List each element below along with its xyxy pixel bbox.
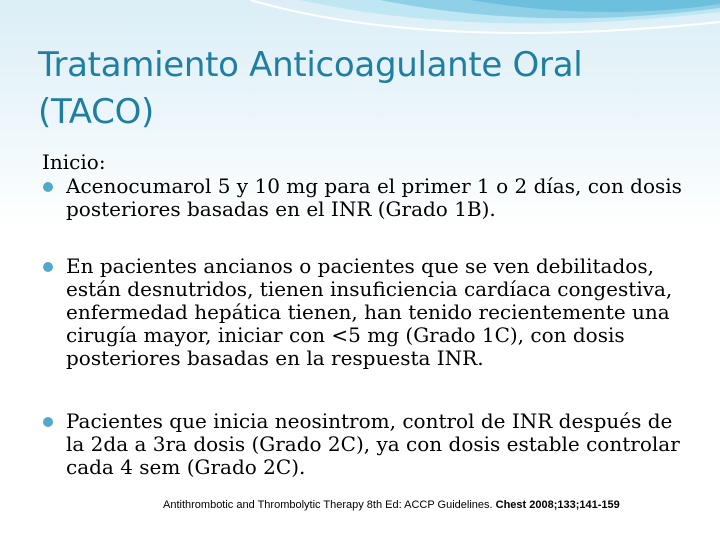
- citation-journal: Chest 2008;133;141-159: [495, 499, 620, 511]
- bullet-dot-icon: [43, 262, 53, 272]
- bullet-item: [42, 255, 692, 370]
- title-line-2: (TACO): [38, 92, 155, 132]
- bullet-text: En pacientes ancianos o pacientes que se ven debilitados, están desnutridos, tienen insuficiencia cardíaca congestiva, enfermedad hepática tienen, han tenido recientemente una cirugía mayor, iniciar con <5 mg (Grado 1C), con dosis posteriores basadas en la respuesta INR.: [66, 254, 673, 370]
- bullet-dot-icon: [43, 417, 53, 427]
- bullet-item: [42, 410, 692, 479]
- bullet-text: Acenocumarol 5 y 10 mg para el primer 1 o 2 días, con dosis posteriores basadas en el INR (Grado 1B).: [66, 174, 682, 221]
- bullet-item: [42, 175, 692, 221]
- citation-text: Antithrombotic and Thrombolytic Therapy 8th Ed: ACCP Guidelines.: [163, 499, 493, 511]
- bullet-dot-icon: [43, 182, 53, 192]
- slide-title: [38, 42, 698, 136]
- intro-label: Inicio:: [42, 150, 106, 174]
- title-line-1: Tratamiento Anticoagulante Oral: [38, 45, 583, 85]
- slide-body: [42, 150, 692, 479]
- citation: [163, 499, 703, 511]
- bullet-text: Pacientes que inicia neosintrom, control de INR después de la 2da a 3ra dosis (Grado 2C), ya con dosis estable controlar cada 4 sem (Grado 2C).: [66, 409, 680, 479]
